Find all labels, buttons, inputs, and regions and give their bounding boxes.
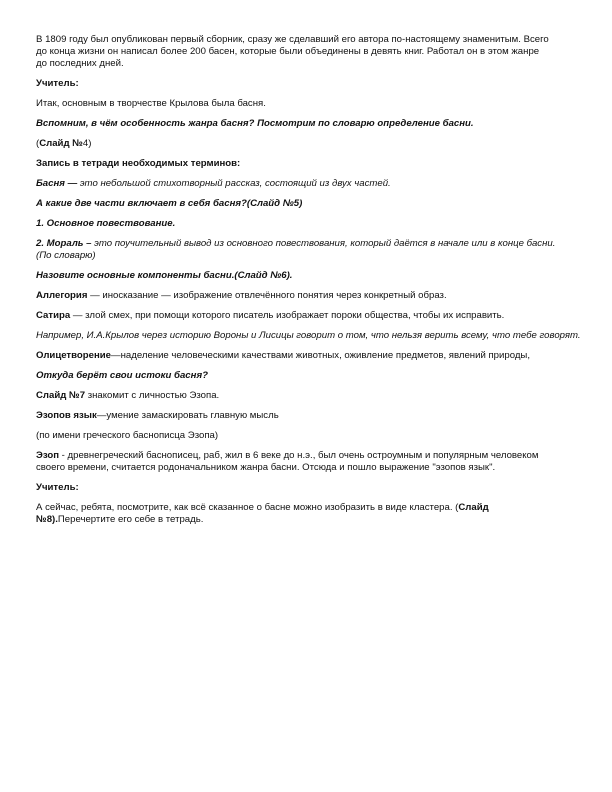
source-note: (По словарю) xyxy=(36,250,96,261)
slide-label: (Слайд №5) xyxy=(246,198,303,209)
text: Перечертите его себе в тетрадь. xyxy=(57,514,204,525)
example-krylov: Например, И.А.Крылов через историю Вороны и Лисицы говорит о том, что нельзя верить всему, что тебе говорят. xyxy=(36,330,581,341)
term-label: Аллегория xyxy=(36,290,88,301)
question-genre: Вспомним, в чём особенность жанра басня? Посмотрим по словарю определение басни. xyxy=(36,118,474,129)
text: А сейчас, ребята, посмотрите, как всё сказанное о басне можно изобразить в виде кластера. ( xyxy=(36,502,459,513)
term-definition: —умение замаскировать главную мысль xyxy=(96,410,279,421)
paragraph-intro xyxy=(36,34,584,70)
text-line: до последних дней. xyxy=(36,58,124,69)
paragraph-cluster xyxy=(36,502,584,526)
text-line: до конца жизни он написал более 200 басен, которые были объединены в девять книг. Работал он в этом жанре xyxy=(36,46,540,57)
text-line: своего времени, считается родоначальником жанра басни. Отсюда и пошло выражение "эзопов язык". xyxy=(36,462,496,473)
term-definition: - древнегреческий баснописец, раб, жил в 6 веке до н.э., был очень остроумным и популярным человеком xyxy=(59,450,539,461)
term-satira xyxy=(36,310,584,322)
question-origins: Откуда берёт свои истоки басня? xyxy=(36,370,208,381)
question-components: Назовите основные компоненты басни.(Слайд №6). xyxy=(36,270,293,281)
term-label: Эзоп xyxy=(36,450,60,461)
text: знакомит с личностью Эзопа. xyxy=(85,390,220,401)
term-aesop-language xyxy=(36,410,584,422)
text: ( xyxy=(36,138,40,149)
slide-label: Слайд №7 xyxy=(36,390,86,401)
term-definition: —наделение человеческими качествами животных, оживление предметов, явлений природы, xyxy=(111,350,530,361)
text: 4) xyxy=(82,138,92,149)
term-olicetvorenie xyxy=(36,350,584,362)
slide-ref-7 xyxy=(36,390,584,402)
text-line: В 1809 году был опубликован первый сборник, сразу же сделавший его автора по-настоящему знаменитым. Всего xyxy=(36,34,549,45)
slide-label: Слайд № xyxy=(39,138,83,149)
part-two xyxy=(36,238,584,262)
term-label: Сатира xyxy=(36,310,71,321)
term-label: Эзопов язык xyxy=(36,410,97,421)
aesop-note: (по имени греческого баснописца Эзопа) xyxy=(36,430,219,441)
term-definition: — иносказание — изображение отвлечённого понятия через конкретный образ. xyxy=(87,290,447,301)
term-definition: это поучительный вывод из основного повествования, который даётся в начале или в конце басни. xyxy=(91,238,556,249)
question-two-parts xyxy=(36,198,584,210)
term-label: Олицетворение xyxy=(36,350,111,361)
part-one: 1. Основное повествование. xyxy=(36,218,176,229)
term-definition: — злой смех, при помощи которого писатель изображает пороки общества, чтобы их исправить. xyxy=(70,310,505,321)
term-definition: это небольшой стихотворный рассказ, состоящий из двух частей. xyxy=(77,178,391,189)
term-allegoria xyxy=(36,290,584,302)
question-text: А какие две части включает в себя басня? xyxy=(36,198,247,209)
term-basnya xyxy=(36,178,584,190)
paragraph-basnya-main: Итак, основным в творчестве Крылова была басня. xyxy=(36,98,266,109)
terms-heading: Запись в тетради необходимых терминов: xyxy=(36,158,241,169)
term-aesop xyxy=(36,450,584,474)
slide-ref-4 xyxy=(36,138,584,150)
term-label: 2. Мораль – xyxy=(36,238,92,249)
slide-label: Слайд xyxy=(458,502,489,513)
document-page xyxy=(36,34,584,534)
speaker-teacher: Учитель: xyxy=(36,482,79,493)
speaker-teacher: Учитель: xyxy=(36,78,79,89)
slide-label: №8). xyxy=(36,514,58,525)
term-label: Басня — xyxy=(36,178,78,189)
